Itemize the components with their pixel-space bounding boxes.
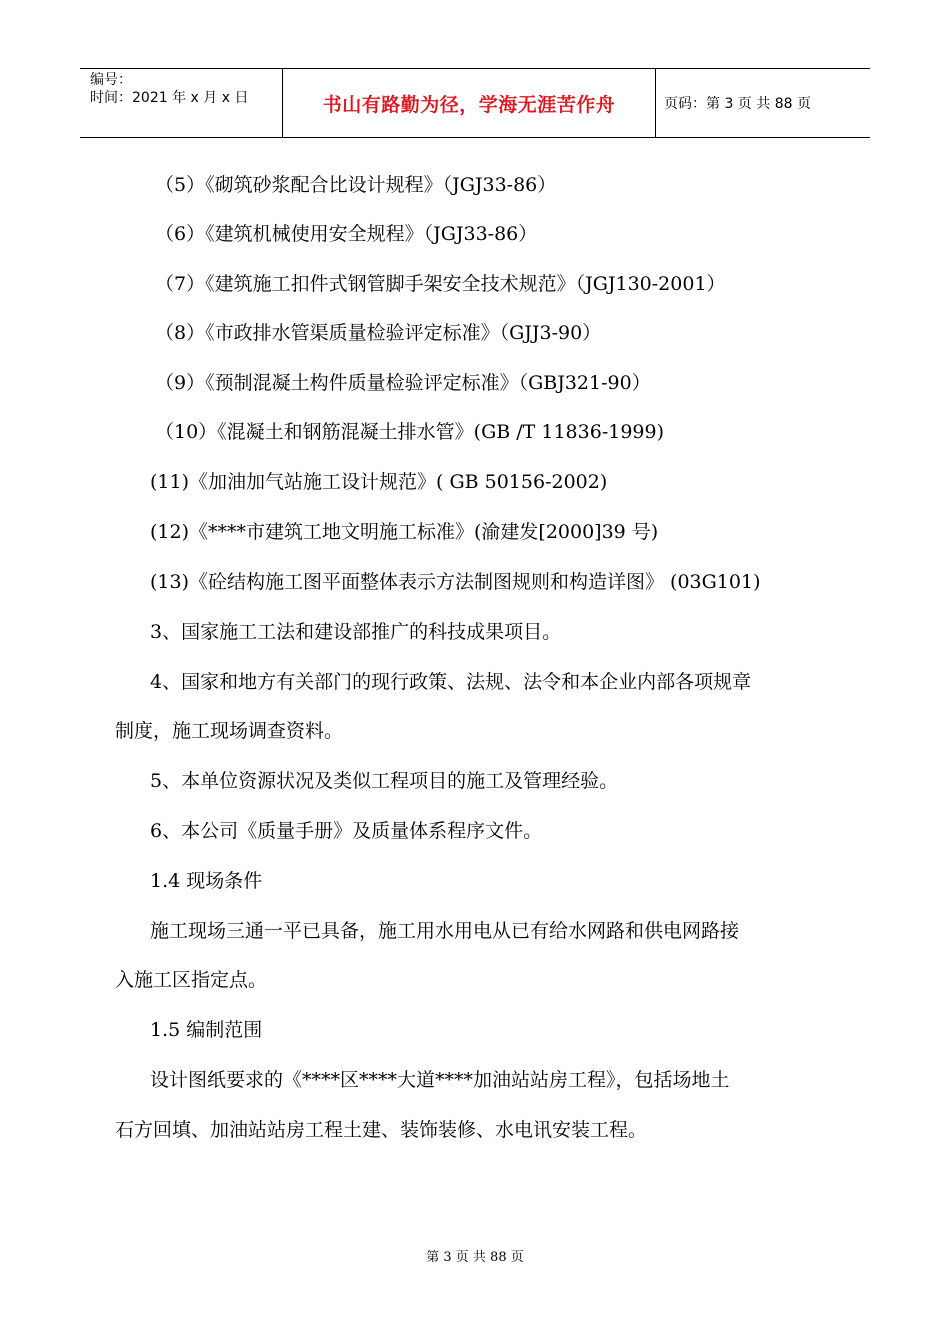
page-footer: 第 3 页 共 88 页 xyxy=(426,1250,524,1265)
site-conditions-line-2: 入施工区指定点。 xyxy=(115,969,268,991)
reference-item-12: (12)《****市建筑工地文明施工标准》(渝建发[2000]39 号) xyxy=(150,521,659,543)
reference-item-6: （6）《建筑机械使用安全规程》（JGJ33-86） xyxy=(155,223,538,245)
document-time-label: 时间：2021 年 x 月 x 日 xyxy=(90,90,249,106)
page-header xyxy=(80,68,870,138)
reference-item-13: (13)《砼结构施工图平面整体表示方法制图规则和构造详图》 (03G101) xyxy=(150,571,761,593)
scope-line-1: 设计图纸要求的《****区****大道****加油站站房工程》，包括场地土 xyxy=(150,1069,730,1091)
section-heading-1-4: 1.4 现场条件 xyxy=(150,870,263,892)
basis-item-4-line-1: 4、国家和地方有关部门的现行政策、法规、法令和本企业内部各项规章 xyxy=(150,671,752,693)
basis-item-5: 5、本单位资源状况及类似工程项目的施工及管理经验。 xyxy=(150,770,619,792)
header-left-cell xyxy=(80,69,282,137)
basis-item-6: 6、本公司《质量手册》及质量体系程序文件。 xyxy=(150,820,543,842)
scope-line-2: 石方回填、加油站站房工程土建、装饰装修、水电讯安装工程。 xyxy=(115,1119,648,1141)
reference-item-7: （7）《建筑施工扣件式钢管脚手架安全技术规范》（JGJ130-2001） xyxy=(155,273,726,295)
site-conditions-line-1: 施工现场三通一平已具备，施工用水用电从已有给水网路和供电网路接 xyxy=(150,920,740,942)
reference-item-9: （9）《预制混凝土构件质量检验评定标准》（GBJ321-90） xyxy=(155,372,651,394)
section-heading-1-5: 1.5 编制范围 xyxy=(150,1019,263,1041)
basis-item-3: 3、国家施工工法和建设部推广的科技成果项目。 xyxy=(150,621,562,643)
reference-item-8: （8）《市政排水管渠质量检验评定标准》（GJJ3-90） xyxy=(155,322,602,344)
reference-item-11: (11)《加油加气站施工设计规范》( GB 50156-2002) xyxy=(150,471,608,493)
header-motto: 书山有路勤为径，学海无涯苦作舟 xyxy=(282,69,656,137)
document-number-label: 编号： xyxy=(90,72,132,88)
header-page-number: 页码：第 3 页 共 88 页 xyxy=(664,96,811,112)
basis-item-4-line-2: 制度，施工现场调查资料。 xyxy=(115,720,344,742)
reference-item-10: （10）《混凝土和钢筋混凝土排水管》(GB /T 11836-1999) xyxy=(155,421,665,443)
reference-item-5: （5）《砌筑砂浆配合比设计规程》（JGJ33-86） xyxy=(155,174,557,196)
